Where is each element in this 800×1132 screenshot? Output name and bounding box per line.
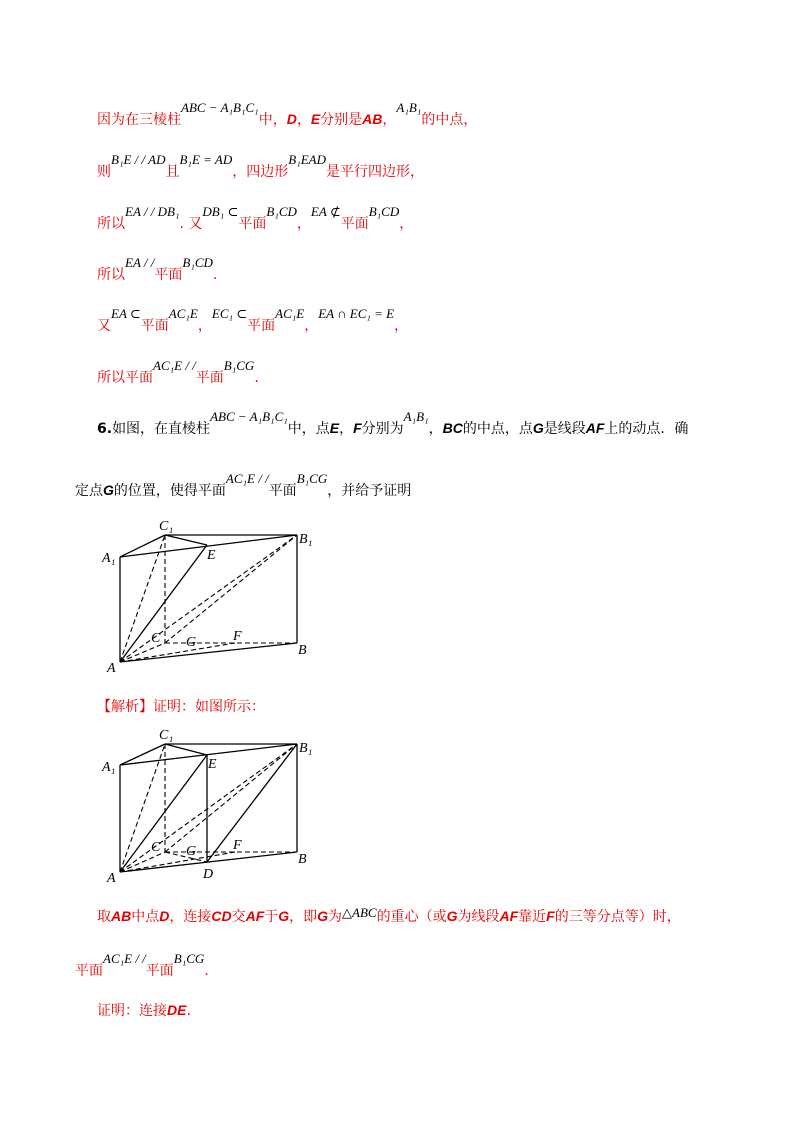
punct: ， [296,112,311,128]
math-expr: EA / / [125,255,155,270]
text-segment: 所以 [97,216,125,232]
text-line-1 [97,100,478,130]
question-6-line-1 [97,409,689,439]
text-segment: 中， [258,112,287,128]
label-f: F [233,629,242,644]
segment-af: AF [499,908,519,924]
label-c: C [151,840,161,855]
text-segment: 的三等分点等）时， [554,909,681,925]
math-expr: AC₁E [275,306,305,321]
punct: ， [382,112,397,128]
math-expr: B₁E / / AD [111,152,166,167]
punct: . [204,963,209,979]
punct: ， [394,318,409,334]
point-e: E [310,111,321,127]
text-segment: 又 [97,318,111,334]
text-segment: 定点 [75,483,103,499]
math-expr: A₁B₁ [403,409,429,424]
math-a1b1: A₁B₁ [396,100,422,115]
math-prism: ABC − A₁B₁C₁ [181,100,259,115]
answer-line-2 [75,951,209,981]
answer-line-3 [97,1000,191,1021]
text-line-4 [97,255,218,285]
punct: ， [197,318,212,334]
label-a1: A₁ [102,551,116,566]
math-expr: B₁CG [173,951,205,966]
question-6-line-2 [75,471,412,501]
punct: ， [296,216,311,232]
answer-line-1 [97,906,681,927]
label-d: D [203,867,214,882]
point-g: G [446,908,458,924]
punct: ， [304,318,319,334]
punct: . [254,370,259,386]
math-expr: AC₁E / / [225,471,269,486]
text-segment: ，即 [289,909,318,925]
label-b1: B₁ [299,741,313,756]
math-expr: B₁CD [266,204,297,219]
text-segment: 平面 [154,267,183,283]
segment-ab: AB [362,111,383,127]
segment-bc: BC [442,420,463,436]
math-expr: EC₁ ⊂ [211,306,248,321]
label-a: A [107,661,116,675]
segment-af: AF [585,420,605,436]
point-e: E [329,420,340,436]
text-segment: 平面 [238,216,267,232]
math-expr: EA ⊄ [310,204,341,219]
text-segment: 所以平面 [97,370,153,386]
text-segment: 平面 [145,963,174,979]
segment-de: DE [167,1002,187,1018]
analysis-header [97,697,265,717]
point-g: G [317,908,329,924]
text-segment: 平面 [340,216,369,232]
label-g: G [186,635,197,650]
label-b: B [298,852,307,867]
text-segment: 平面 [75,963,103,979]
text-segment: 所以 [97,267,125,283]
text-segment: 证明：连接 [97,1003,167,1019]
punct: . [186,1003,191,1019]
label-b: B [298,643,307,658]
text-segment: 平面 [195,370,224,386]
math-expr: EA / / DB₁ [125,204,180,219]
segment-ab: AB [111,908,132,924]
punct: ， [339,421,354,437]
text-line-2 [97,152,424,182]
math-expr: B₁EAD [288,152,326,167]
text-segment: 的中点， [421,112,478,128]
text-segment: . 又 [179,216,203,232]
text-segment: 中，点 [287,421,330,437]
text-segment: 上的动点．确 [604,421,689,437]
punct: . [212,267,218,283]
text-segment: 的位置，使得平面 [113,483,226,499]
segment-af: AF [245,908,265,924]
text-segment: ，四边形 [232,164,289,180]
point-f: F [353,420,362,436]
punct: ， [428,421,443,437]
segment-cd: CD [211,908,232,924]
math-expr: ABC − A₁B₁C₁ [210,409,288,424]
point-g: G [103,482,114,498]
text-segment: 的重心（或 [376,909,447,925]
text-segment: 分别为 [361,421,404,437]
text-segment: ，并给予证明 [327,483,412,499]
text-segment: 平面 [268,483,297,499]
punct: ， [399,216,414,232]
text-segment: 于 [264,909,279,925]
text-segment: 证明：如图所示： [153,699,265,715]
point-d: D [286,111,297,127]
text-line-5 [97,306,409,336]
label-e: E [207,548,216,563]
text-segment: 则 [97,164,111,180]
point-f: F [546,908,555,924]
math-expr: B₁CD [368,204,400,219]
text-segment: 中点 [131,909,160,925]
analysis-tag: 【解析】 [97,699,153,715]
label-c1: C₁ [159,728,174,743]
label-g: G [186,844,197,859]
text-segment: 靠近 [518,909,547,925]
math-expr: EA ⊂ [111,306,141,321]
label-c1: C₁ [159,519,174,534]
point-g: G [278,908,290,924]
label-c: C [151,631,161,646]
point-g: G [532,420,544,436]
text-segment: 分别是 [320,112,363,128]
math-expr: AC₁E [168,306,198,321]
label-b1: B₁ [299,532,313,547]
math-triangle: △ABC [342,905,377,920]
text-line-6 [97,358,259,388]
math-expr: AC₁E / / [153,358,196,373]
text-segment: 如图，在直棱柱 [112,421,211,437]
math-expr: B₁E = AD [179,152,233,167]
math-expr: DB₁ ⊂ [202,204,239,219]
prism-figure-1 [95,515,325,675]
text-segment: ，连接 [169,909,212,925]
text-segment: 因为在三棱柱 [97,112,181,128]
math-expr: AC₁E / / [103,951,146,966]
label-f: F [233,838,242,853]
text-segment: 平面 [140,318,169,334]
label-e: E [208,757,217,772]
question-number: 6. [97,421,113,437]
text-segment: 是平行四边形， [326,164,424,180]
label-a: A [107,871,116,886]
math-expr: B₁CG [223,358,255,373]
point-d: D [159,908,170,924]
text-segment: 且 [165,164,180,180]
text-segment: 是线段 [543,421,586,437]
prism-figure-2 [95,722,325,887]
math-expr: EA ∩ EC₁ = E [318,306,395,321]
text-segment: 的中点，点 [462,421,533,437]
text-segment: 为线段 [457,909,500,925]
text-segment: 为 [328,909,343,925]
text-line-3 [97,204,414,234]
label-a1: A₁ [102,760,116,775]
math-expr: B₁CD [182,255,213,270]
text-segment: 平面 [247,318,276,334]
text-segment: 取 [97,909,111,925]
text-segment: 交 [231,909,246,925]
math-expr: B₁CG [296,471,328,486]
